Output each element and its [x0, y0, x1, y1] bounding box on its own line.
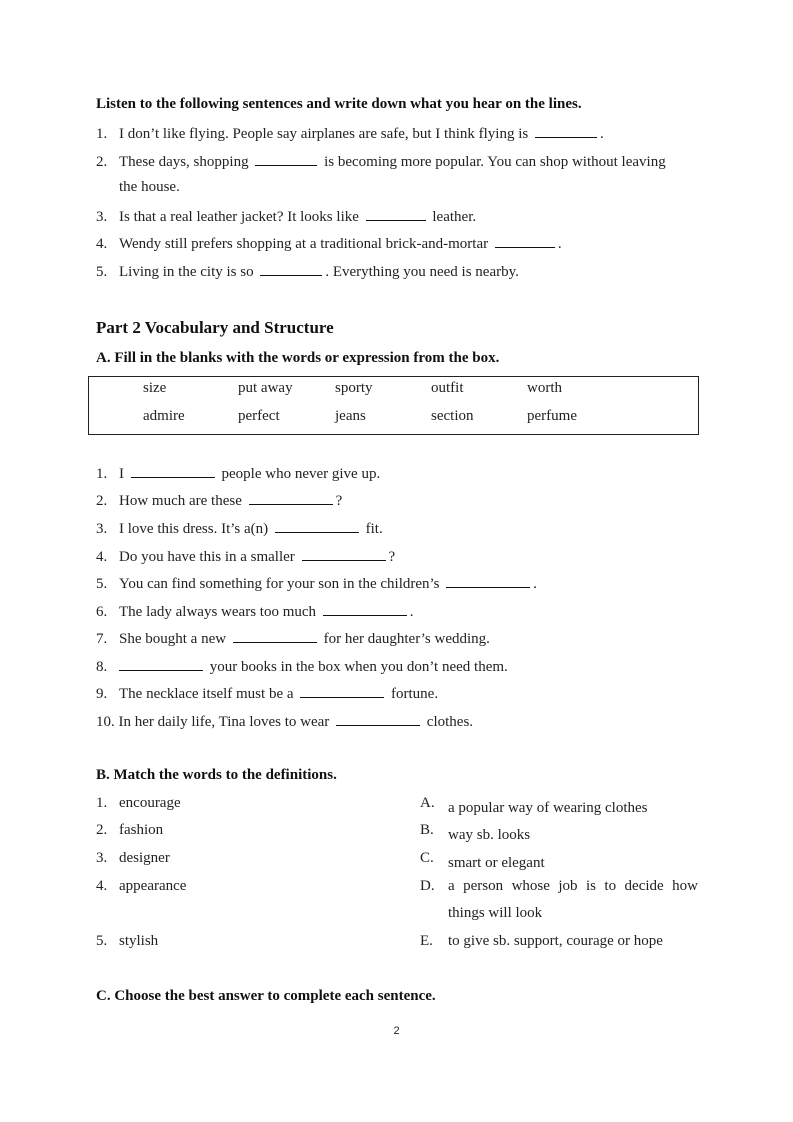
item-text: I love this dress. It’s a(n) — [119, 521, 269, 537]
answer-blank[interactable] — [275, 519, 359, 533]
item-number: 4. — [96, 236, 108, 252]
item-number: 2. — [96, 154, 108, 170]
box-word: size — [143, 380, 167, 396]
box-word: perfume — [527, 408, 577, 424]
item-text-end: fit. — [365, 521, 383, 537]
listening-item-4 — [96, 234, 562, 253]
item-number: 5. — [96, 933, 108, 949]
answer-blank[interactable] — [446, 574, 530, 588]
item-number: 6. — [96, 604, 108, 620]
item-text-end: ? — [388, 549, 396, 565]
item-text-end: . — [409, 604, 414, 620]
listening-instruction: Listen to the following sentences and write down what you hear on the lines. — [96, 96, 582, 112]
item-text-end: for her daughter’s wedding. — [323, 631, 490, 647]
word-box — [88, 376, 699, 435]
match-word-3 — [96, 850, 170, 867]
item-text: Is that a real leather jacket? It looks like — [119, 209, 359, 225]
item-number: 1. — [96, 126, 108, 142]
definition-letter: A. — [420, 795, 435, 811]
match-word: encourage — [119, 795, 181, 811]
definition-letter: C. — [420, 850, 434, 866]
fill-item-8 — [96, 657, 508, 676]
listening-item-5 — [96, 262, 519, 281]
fill-item-1 — [96, 464, 380, 483]
match-word-1 — [96, 795, 181, 812]
match-word: appearance — [119, 878, 187, 894]
definition-text: to give sb. support, courage or hope — [448, 933, 663, 949]
answer-blank[interactable] — [366, 207, 426, 221]
item-number: 3. — [96, 850, 108, 866]
item-text: These days, shopping — [119, 154, 249, 170]
item-text: In her daily life, Tina loves to wear — [118, 714, 330, 730]
box-word: perfect — [238, 408, 280, 424]
item-text: Wendy still prefers shopping at a traditional brick-and-mortar — [119, 236, 489, 252]
item-text-end: your books in the box when you don’t need them. — [209, 659, 508, 675]
part2-title: Part 2 Vocabulary and Structure — [96, 318, 334, 337]
item-text-end: people who never give up. — [221, 466, 381, 482]
item-text: You can find something for your son in the children’s — [119, 576, 440, 592]
answer-blank[interactable] — [323, 602, 407, 616]
box-word: sporty — [335, 380, 373, 396]
item-text: How much are these — [119, 493, 242, 509]
answer-blank[interactable] — [255, 152, 317, 166]
listening-item-3 — [96, 207, 476, 226]
item-number: 5. — [96, 264, 108, 280]
section-a-instruction: A. Fill in the blanks with the words or expression from the box. — [96, 350, 500, 366]
section-c-instruction: C. Choose the best answer to complete each sentence. — [96, 988, 436, 1004]
item-number: 1. — [96, 466, 108, 482]
match-word-2 — [96, 822, 163, 839]
answer-blank[interactable] — [535, 124, 597, 138]
item-number: 4. — [96, 549, 108, 565]
item-text: She bought a new — [119, 631, 227, 647]
definition-letter: D. — [420, 878, 435, 894]
item-text-end: leather. — [432, 209, 477, 225]
item-text: The lady always wears too much — [119, 604, 317, 620]
fill-item-3 — [96, 519, 383, 538]
definition-text: a person whose job is to decide how things will look — [448, 878, 698, 921]
match-word: fashion — [119, 822, 164, 838]
item-number: 10. — [96, 714, 115, 730]
item-number: 4. — [96, 878, 108, 894]
item-text: I — [119, 466, 124, 482]
listening-item-2 — [96, 152, 666, 171]
item-text-end: . — [557, 236, 562, 252]
answer-blank[interactable] — [119, 657, 203, 671]
item-number: 5. — [96, 576, 108, 592]
definition-text: a popular way of wearing clothes — [448, 800, 648, 816]
item-text-end: . Everything you need is nearby. — [325, 264, 519, 280]
definition-text: smart or elegant — [448, 855, 545, 871]
fill-item-6 — [96, 602, 414, 621]
box-word: jeans — [335, 408, 366, 424]
box-word: admire — [143, 408, 185, 424]
item-text-end: is becoming more popular. You can shop without leaving — [324, 154, 666, 170]
answer-blank[interactable] — [260, 262, 322, 276]
section-b-instruction: B. Match the words to the definitions. — [96, 767, 337, 783]
match-word: stylish — [119, 933, 159, 949]
item-number: 3. — [96, 521, 108, 537]
answer-blank[interactable] — [495, 234, 555, 248]
item-number: 2. — [96, 822, 108, 838]
item-number: 1. — [96, 795, 108, 811]
box-word: worth — [527, 380, 562, 396]
item-text: Do you have this in a smaller — [119, 549, 295, 565]
item-text-end: ? — [335, 493, 343, 509]
fill-item-9 — [96, 684, 438, 703]
fill-item-4 — [96, 547, 395, 566]
match-word-5 — [96, 933, 158, 950]
answer-blank[interactable] — [336, 712, 420, 726]
item-text: I don’t like flying. People say airplanes are safe, but I think flying is — [119, 126, 529, 142]
fill-item-10 — [96, 712, 473, 731]
listening-item-2-continued: the house. — [119, 179, 180, 195]
fill-item-2 — [96, 491, 342, 510]
item-number: 7. — [96, 631, 108, 647]
definition-text: way sb. looks — [448, 827, 531, 843]
match-word: designer — [119, 850, 170, 866]
item-text: The necklace itself must be a — [119, 686, 294, 702]
listening-item-1 — [96, 124, 604, 143]
item-number: 3. — [96, 209, 108, 225]
box-word: section — [431, 408, 474, 424]
answer-blank[interactable] — [300, 684, 384, 698]
match-word-4 — [96, 878, 186, 895]
box-word: put away — [238, 380, 293, 396]
page-number: 2 — [393, 1025, 400, 1037]
item-text-end: . — [599, 126, 604, 142]
definition-letter: B. — [420, 822, 434, 838]
box-word: outfit — [431, 380, 464, 396]
answer-blank[interactable] — [302, 547, 386, 561]
item-number: 9. — [96, 686, 108, 702]
fill-item-7 — [96, 629, 490, 648]
definition-letter: E. — [420, 933, 433, 949]
item-text-end: fortune. — [391, 686, 439, 702]
answer-blank[interactable] — [233, 629, 317, 643]
item-text-end: . — [533, 576, 538, 592]
answer-blank[interactable] — [249, 491, 333, 505]
item-text-end: clothes. — [426, 714, 474, 730]
fill-item-5 — [96, 574, 537, 593]
item-number: 8. — [96, 659, 108, 675]
item-text: Living in the city is so — [119, 264, 254, 280]
answer-blank[interactable] — [131, 464, 215, 478]
item-number: 2. — [96, 493, 108, 509]
